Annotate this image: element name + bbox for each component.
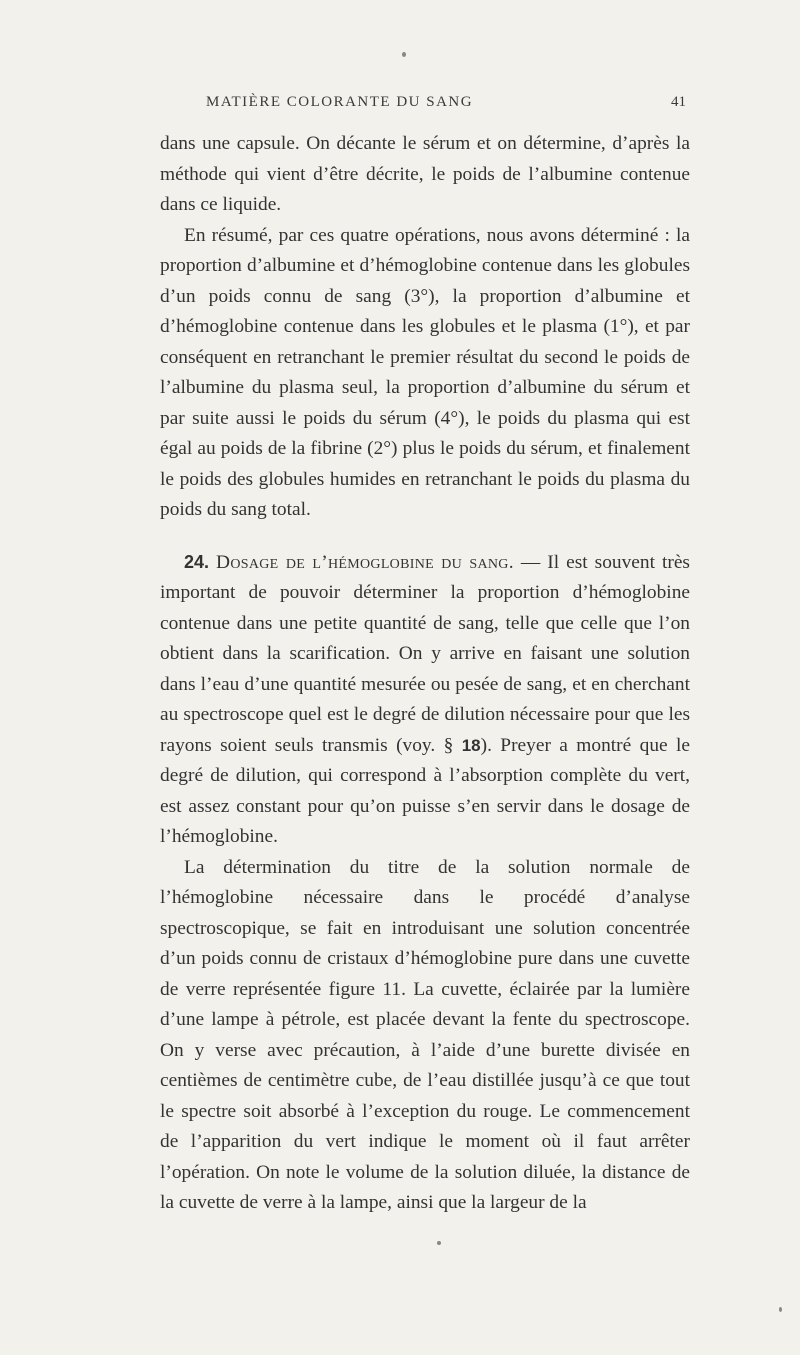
paragraph-continuation: dans une capsule. On décante le sérum et on détermine, d’après la méthode qui vient d’être décrite, le poids de l’albumine contenue dans ce liquide.: [160, 133, 690, 215]
running-head: [206, 94, 686, 114]
body-text: [160, 129, 690, 1219]
paragraph-summary: En résumé, par ces quatre opérations, nous avons déterminé : la proportion d’albumine et d’hémoglobine contenue dans les globules d’un poids connu de sang (3°), la proportion d’albumine et d’hémoglobine contenue dans les globules et le plasma (1°), et par conséquent en retranchant le premier résultat du second le poids de l’albumine du plasma seul, la proportion d’albumine du sérum et par suite aussi le poids du sérum (4°), le poids du plasma qui est égal au poids de la fibrine (2°) plus le poids du sérum, et finalement le poids des globules humides en retranchant le poids du plasma du poids du sang total.: [160, 224, 690, 520]
paragraph-section-24: [160, 547, 690, 853]
paragraph-titration: La détermination du titre de la solution normale de l’hémoglobine nécessaire dans le procédé d’analyse spectroscopique, se fait en introduisant une solution concentrée d’un poids connu de cristaux d’hémoglobine pure dans une cuvette de verre représentée figure 11. La cuvette, éclairée par la lumière d’une lampe à pétrole, est placée devant la fente du spectroscope. On y verse avec précaution, à l’aide d’une burette divisée en centièmes de centimètre cube, de l’eau distillée jusqu’à ce que tout le spectre soit absorbé à l’exception du rouge. Le commencement de l’apparition du vert indique le moment où il faut arrêter l’opération. On note le volume de la solution diluée, la distance de la cuvette de verre à la lampe, ainsi que la largeur de la: [160, 856, 690, 1213]
section-title: Dosage de l’hémoglobine du sang.: [216, 551, 514, 573]
paper-speck: [437, 1241, 441, 1245]
section-number: 24.: [184, 551, 210, 572]
section-text-part-a: — Il est souvent très important de pouvoir déterminer la proportion d’hémoglobine contenue dans une petite quantité de sang, telle que celle que l’on obtient dans la scarification. On y arrive en faisant une solution dans l’eau d’une quantité mesurée ou pesée de sang, et en cherchant au spectroscope quel est le degré de dilution nécessaire pour que les rayons soient seuls transmis (voy. §: [160, 551, 690, 756]
section-reference: 18: [461, 735, 481, 755]
running-title: MATIÈRE COLORANTE DU SANG: [206, 94, 474, 110]
paper-speck: [779, 1307, 782, 1312]
section-text-part-b: ). Preyer a montré que le degré de dilution, qui correspond à l’absorption complète du vert, est assez constant pour qu’on puisse s’en servir dans le dosage de l’hémoglobine.: [160, 734, 691, 847]
page-number: 41: [671, 94, 686, 110]
paper-speck: [402, 52, 406, 57]
